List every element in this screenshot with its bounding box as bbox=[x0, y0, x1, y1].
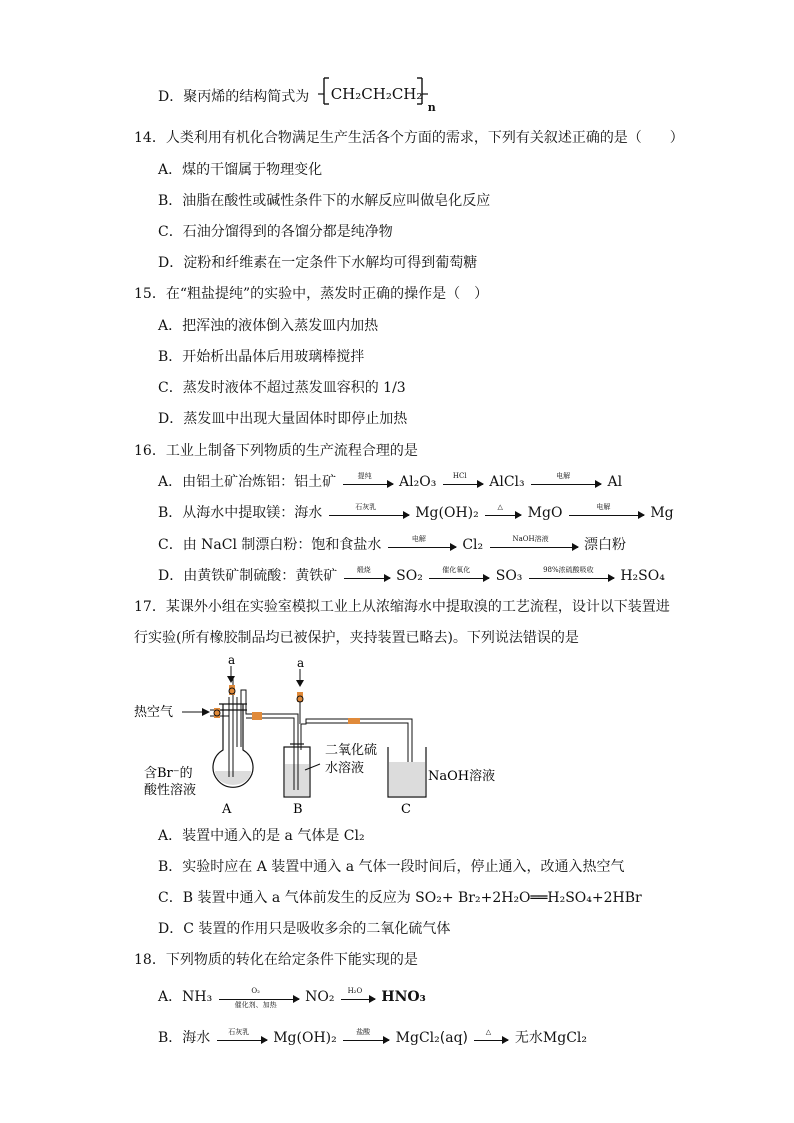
rubber-joint bbox=[252, 712, 262, 720]
hot-air-arrow-head bbox=[202, 708, 210, 716]
q16-stem: 16．工业上制备下列物质的生产流程合理的是 bbox=[134, 443, 418, 459]
hot-air-label: 热空气 bbox=[134, 705, 174, 720]
polymer-unit: CH₂CH₂CH₂ bbox=[330, 85, 423, 103]
q15-stem: 15．在“粗盐提纯”的实验中，蒸发时正确的操作是（ ） bbox=[134, 286, 489, 302]
apparatus-c-label: C bbox=[401, 802, 411, 817]
product: H₂SO₄ bbox=[620, 568, 665, 584]
arrow-condition: HCl bbox=[452, 472, 467, 480]
q16-a-label: A．由铝土矿冶炼铝：铝土矿 bbox=[158, 474, 337, 490]
q16-option-b[interactable] bbox=[158, 503, 674, 523]
arrow-condition: 石灰乳 bbox=[228, 1028, 250, 1036]
arrow-condition: NaOH溶液 bbox=[512, 535, 549, 543]
q15-option-b[interactable]: B．开始析出晶体后用玻璃棒搅拌 bbox=[158, 349, 365, 365]
polymer-formula bbox=[314, 80, 439, 114]
arrow-condition: △ bbox=[497, 503, 503, 511]
q17-stem-line1: 17．某课外小组在实验室模拟工业上从浓缩海水中提取溴的工艺流程，设计以下装置进 bbox=[134, 599, 670, 615]
arrow-condition: O₂ bbox=[251, 987, 260, 995]
product: MgO bbox=[527, 505, 563, 521]
product: Mg(OH)₂ bbox=[273, 1030, 337, 1046]
product: Al₂O₃ bbox=[399, 474, 437, 490]
gas-a-label: a bbox=[228, 653, 236, 667]
gas-a-arrow-head bbox=[296, 680, 304, 687]
state-open-paren: ( bbox=[439, 1030, 446, 1046]
apparatus-a-label: A bbox=[222, 802, 232, 817]
solution-b-label-2: 水溶液 bbox=[325, 761, 365, 776]
polymer-n: n bbox=[427, 101, 436, 114]
solution-a-label-2: 酸性溶液 bbox=[144, 783, 197, 798]
rubber-joint bbox=[348, 718, 360, 724]
reaction-arrow bbox=[443, 473, 483, 491]
product: Mg bbox=[650, 505, 674, 521]
arrow-condition: 电解 bbox=[556, 472, 571, 480]
q18-option-a[interactable] bbox=[158, 987, 426, 1007]
q17-stem-line2: 行实验(所有橡胶制品均已被保护，夹持装置已略去)。下列说法错误的是 bbox=[134, 630, 579, 646]
reaction-arrow bbox=[485, 504, 521, 522]
product-state: aq bbox=[445, 1030, 463, 1046]
reaction-arrow bbox=[341, 988, 375, 1006]
gas-a-arrow-head bbox=[227, 676, 235, 683]
reaction-arrow bbox=[531, 473, 601, 491]
product: Al bbox=[607, 474, 623, 490]
reaction-arrow bbox=[219, 987, 299, 1009]
arrow-condition: H₂O bbox=[347, 987, 363, 995]
product: Mg(OH)₂ bbox=[415, 505, 479, 521]
apparatus-b-label: B bbox=[293, 802, 303, 817]
reaction-arrow bbox=[343, 473, 393, 491]
arrow-condition: 电解 bbox=[411, 535, 426, 543]
state-close-paren: ) bbox=[462, 1030, 468, 1046]
product: 无水MgCl₂ bbox=[514, 1030, 588, 1046]
product: Cl₂ bbox=[462, 537, 484, 553]
q17-option-a[interactable]: A．装置中通入的是 a 气体是 Cl₂ bbox=[158, 828, 365, 844]
solution-c-label: NaOH溶液 bbox=[428, 769, 496, 784]
reaction-arrow bbox=[474, 1029, 508, 1047]
arrow-condition: 98%浓硫酸吸收 bbox=[543, 566, 594, 574]
reaction-arrow bbox=[388, 536, 456, 554]
arrow-condition: 石灰乳 bbox=[355, 503, 377, 511]
q16-option-c[interactable] bbox=[158, 535, 626, 555]
reaction-arrow bbox=[529, 567, 614, 585]
q18-a-label: A．NH₃ bbox=[158, 989, 213, 1005]
q14-stem: 14．人类利用有机化合物满足生产生活各个方面的需求，下列有关叙述正确的是（ ） bbox=[134, 130, 684, 146]
q17-option-c[interactable]: C．B 装置中通入 a 气体前发生的反应为 SO₂+ Br₂+2H₂O══H₂SO₄+2HBr bbox=[158, 890, 642, 906]
reaction-arrow bbox=[343, 1029, 389, 1047]
q16-b-label: B．从海水中提取镁：海水 bbox=[158, 505, 323, 521]
reaction-arrow bbox=[490, 536, 578, 554]
q13-option-d-text: D．聚丙烯的结构简式为 bbox=[158, 89, 310, 105]
q14-option-b[interactable]: B．油脂在酸性或碱性条件下的水解反应叫做皂化反应 bbox=[158, 193, 491, 209]
q14-option-a[interactable]: A．煤的干馏属于物理变化 bbox=[158, 162, 323, 178]
q17-option-b[interactable]: B．实验时应在 A 装置中通入 a 气体一段时间后，停止通入，改通入热空气 bbox=[158, 859, 625, 875]
q17-option-d[interactable]: D．C 装置的作用只是吸收多余的二氧化硫气体 bbox=[158, 921, 451, 937]
q14-option-d[interactable]: D．淀粉和纤维素在一定条件下水解均可得到葡萄糖 bbox=[158, 255, 478, 271]
q16-option-a[interactable] bbox=[158, 472, 622, 492]
q18-stem: 18．下列物质的转化在给定条件下能实现的是 bbox=[134, 952, 418, 968]
product: SO₂ bbox=[396, 568, 423, 584]
product: NO₂ bbox=[305, 989, 335, 1005]
arrow-condition: 电解 bbox=[596, 503, 611, 511]
arrow-condition: 催化剂、加热 bbox=[234, 1001, 277, 1009]
reaction-arrow bbox=[344, 567, 390, 585]
arrow-condition: 提纯 bbox=[357, 472, 372, 480]
arrow-condition: △ bbox=[485, 1028, 492, 1036]
solution-c-fill bbox=[389, 762, 425, 796]
q16-c-label: C．由 NaCl 制漂白粉：饱和食盐水 bbox=[158, 537, 382, 553]
q16-option-d[interactable] bbox=[158, 566, 665, 586]
apparatus-diagram bbox=[130, 652, 530, 817]
arrow-condition: 煅烧 bbox=[356, 566, 371, 574]
reaction-arrow bbox=[329, 504, 409, 522]
q18-b-label: B．海水 bbox=[158, 1030, 211, 1046]
product: SO₃ bbox=[495, 568, 523, 584]
product: AlCl₃ bbox=[489, 474, 525, 490]
solution-a-label-1: 含Br⁻的 bbox=[144, 766, 193, 781]
reaction-arrow bbox=[217, 1029, 267, 1047]
q14-option-c[interactable]: C．石油分馏得到的各馏分都是纯净物 bbox=[158, 224, 393, 240]
product: 漂白粉 bbox=[584, 537, 627, 553]
connecting-tube bbox=[241, 690, 298, 724]
product: MgCl₂ bbox=[395, 1030, 440, 1046]
q16-d-label: D．由黄铁矿制硫酸：黄铁矿 bbox=[158, 568, 338, 584]
q15-option-d[interactable]: D．蒸发皿中出现大量固体时即停止加热 bbox=[158, 411, 408, 427]
arrow-condition: 盐酸 bbox=[356, 1028, 371, 1036]
q13-option-d bbox=[158, 80, 439, 114]
solution-b-fill bbox=[285, 764, 309, 796]
q15-option-a[interactable]: A．把浑浊的液体倒入蒸发皿内加热 bbox=[158, 318, 379, 334]
arrow-condition: 催化氧化 bbox=[442, 566, 471, 574]
q18-option-b[interactable] bbox=[158, 1028, 587, 1048]
product: HNO₃ bbox=[381, 989, 426, 1005]
reaction-arrow bbox=[429, 567, 489, 585]
solution-b-label-1: 二氧化硫 bbox=[325, 743, 378, 758]
gas-a-label: a bbox=[297, 656, 305, 670]
reaction-arrow bbox=[569, 504, 644, 522]
q15-option-c[interactable]: C．蒸发时液体不超过蒸发皿容积的 1/3 bbox=[158, 380, 406, 396]
